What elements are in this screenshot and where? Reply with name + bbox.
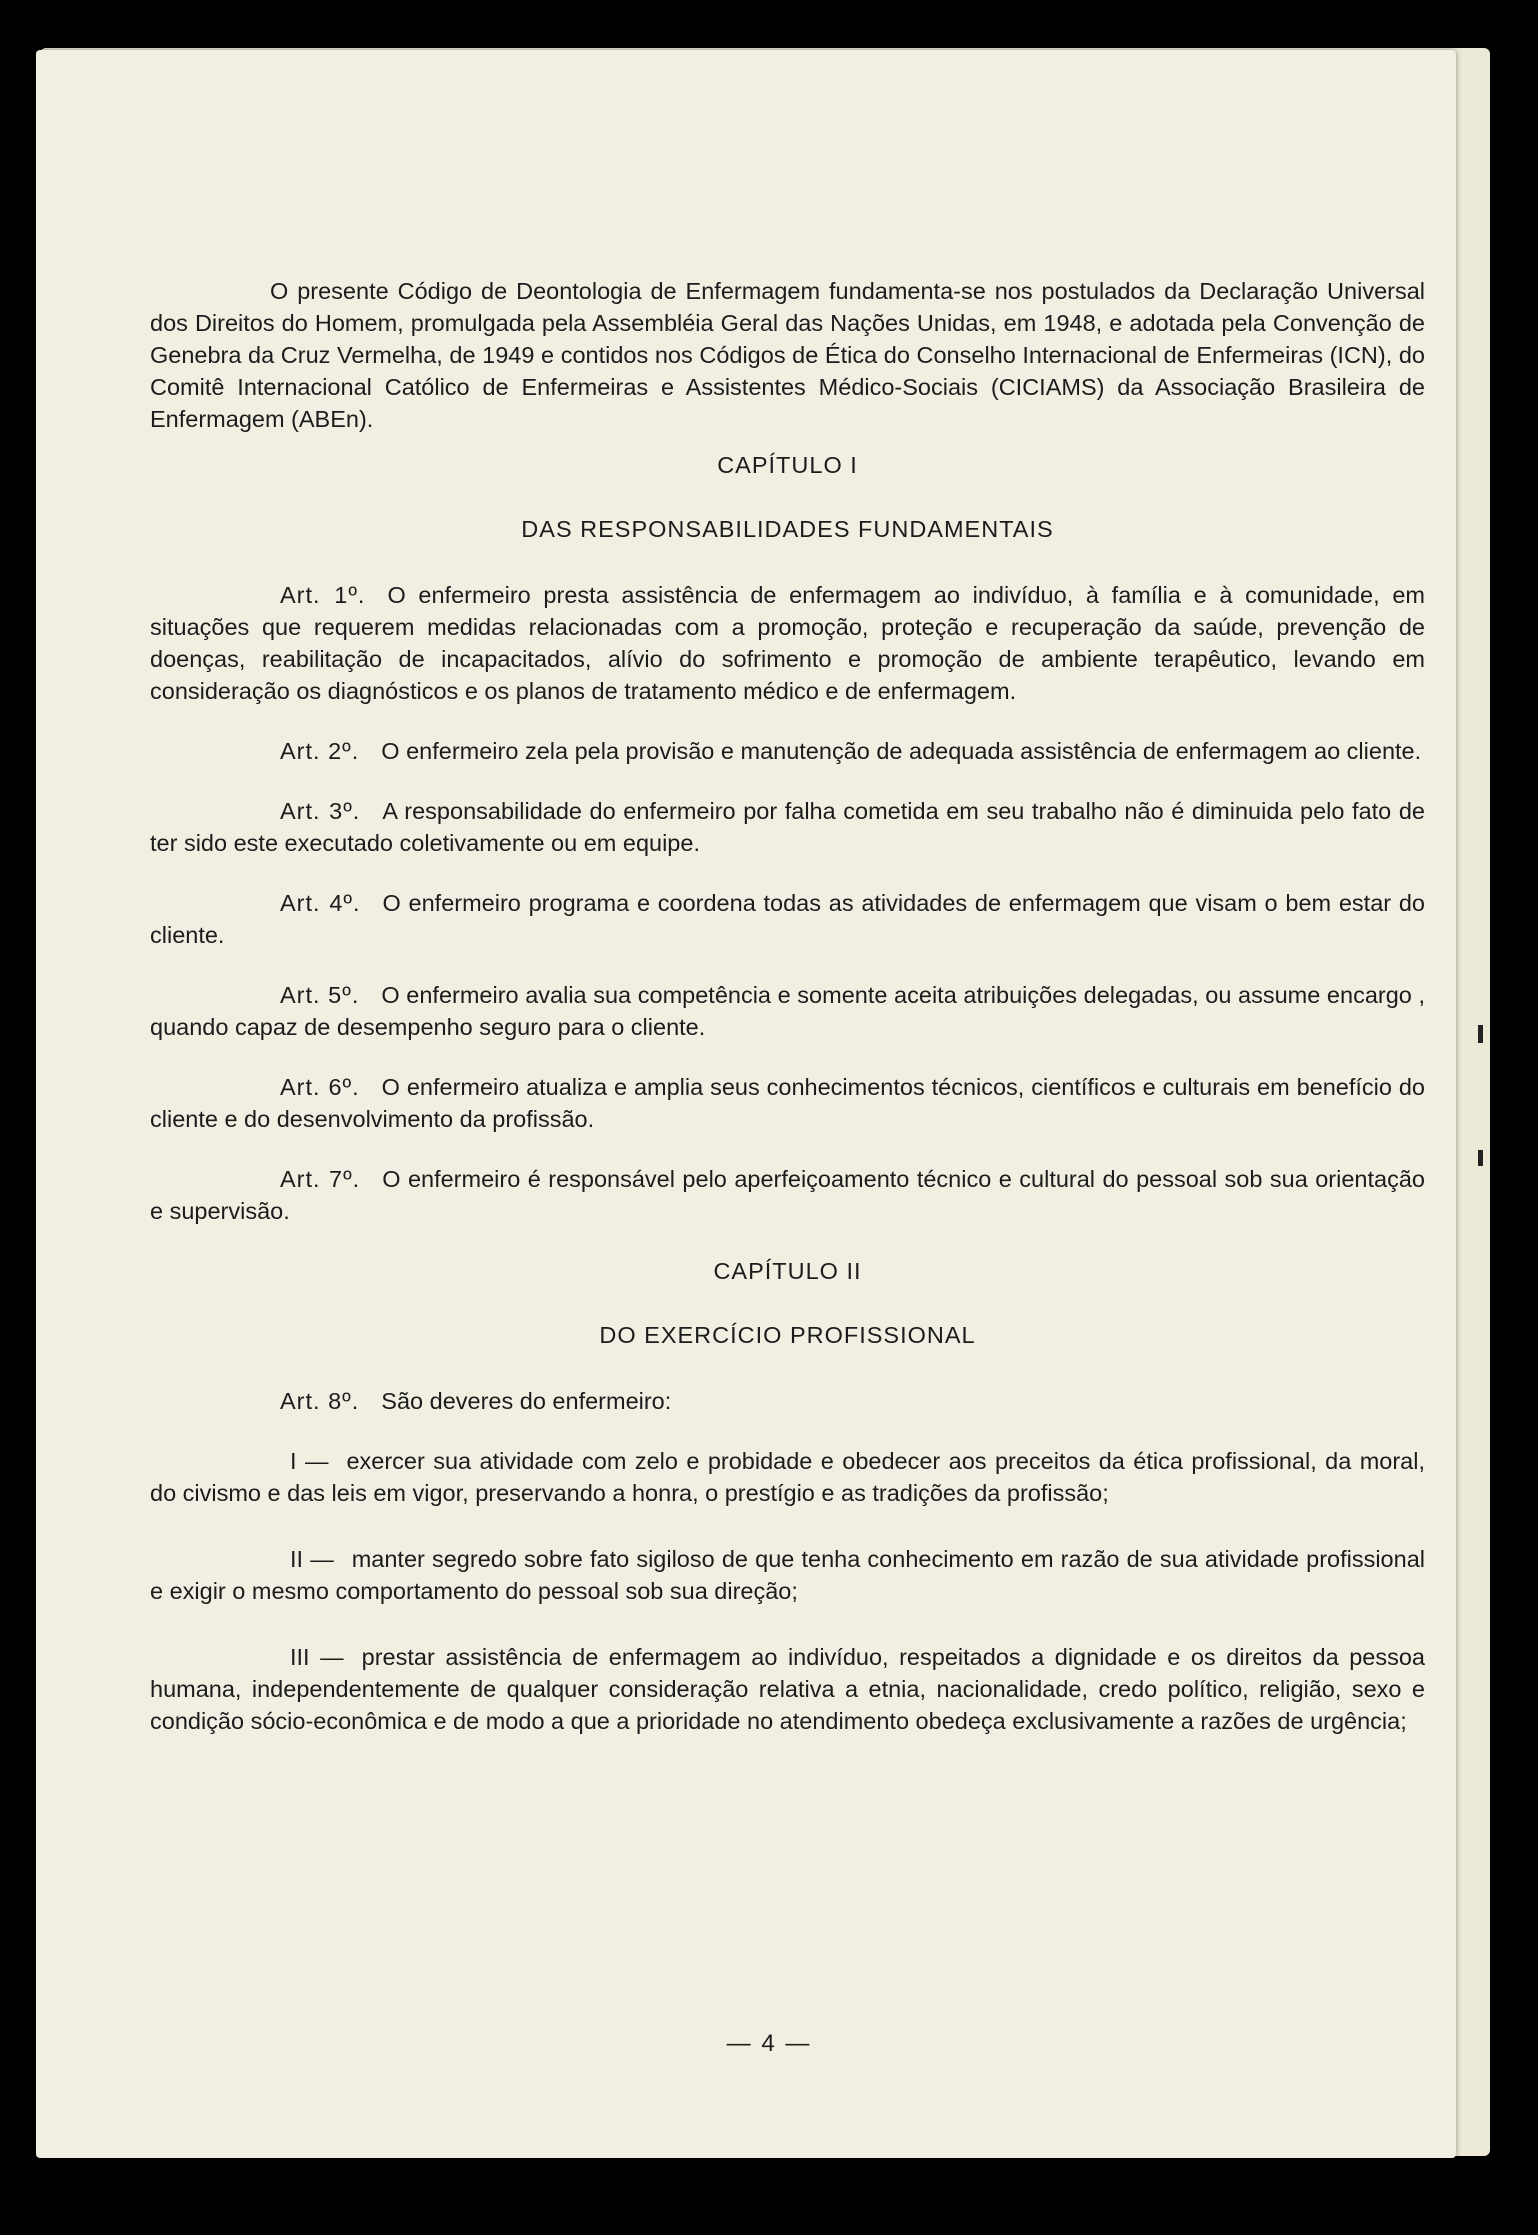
chapter-1-title: DAS RESPONSABILIDADES FUNDAMENTAIS — [521, 516, 1054, 542]
article-text: O enfermeiro presta assistência de enfermagem ao indivíduo, à família e à comunidade, em situações que requerem medidas relacionadas com a promoção, proteção e recuperação da saúde, prevenção de doenças, reabilitação de incapacitados, alívio do sofrimento e promoção de ambiente terapêutico, levando em consideração os diagnósticos e os planos de tratamento médico e de enfermagem. — [150, 582, 1425, 704]
item-numeral: I — — [290, 1448, 329, 1474]
intro-paragraph: O presente Código de Deontologia de Enfermagem fundamenta-se nos postulados da Declaração Universal dos Direitos do Homem, promulgada pela Assembléia Geral das Nações Unidas, em 1948, e adotada pela Convenção de Genebra da Cruz Vermelha, de 1949 e contidos nos Códigos de Ética do Conselho Internacional de Enfermeiras (ICN), do Comitê Internacional Católico de Enfermeiras e Assistentes Médico-Sociais (CICIAMS) da Associação Brasileira de Enfermagem (ABEn). — [150, 278, 1425, 432]
item-ii — [150, 1543, 1425, 1607]
article-number: Art. 6º. — [280, 1074, 360, 1100]
chapter-2-label: CAPÍTULO II — [713, 1258, 862, 1284]
chapter-1-label: CAPÍTULO I — [717, 452, 858, 478]
article-number: Art. 2º. — [280, 738, 360, 764]
article-number: Art. 3º. — [280, 798, 361, 824]
article-3 — [150, 795, 1425, 859]
item-text: manter segredo sobre fato sigiloso de que tenha conhecimento em razão de sua atividade profissional e exigir o mesmo comportamento do pessoal sob sua direção; — [150, 1546, 1425, 1604]
article-1 — [150, 579, 1425, 707]
article-number: Art. 5º. — [280, 982, 360, 1008]
page-number: — 4 — — [726, 2030, 812, 2057]
article-text: O enfermeiro atualiza e amplia seus conhecimentos técnicos, científicos e culturais em benefício do cliente e do desenvolvimento da profissão. — [150, 1074, 1425, 1132]
item-numeral: II — — [290, 1546, 334, 1572]
item-text: exercer sua atividade com zelo e probidade e obedecer aos preceitos da ética profissional, da moral, do civismo e das leis em vigor, preservando a honra, o prestígio e as tradições da profissão; — [150, 1448, 1425, 1506]
article-text: O enfermeiro programa e coordena todas as atividades de enfermagem que visam o bem estar do cliente. — [150, 890, 1425, 948]
binding-mark — [1478, 1025, 1483, 1043]
item-iii — [150, 1641, 1425, 1737]
page-content — [150, 275, 1425, 1771]
article-2 — [150, 735, 1425, 767]
article-text: O enfermeiro avalia sua competência e somente aceita atribuições delegadas, ou assume encargo , quando capaz de desempenho seguro para o cliente. — [150, 982, 1425, 1040]
binding-mark — [1478, 1150, 1483, 1166]
article-number: Art. 1º. — [280, 582, 366, 608]
article-5 — [150, 979, 1425, 1043]
article-text: São deveres do enfermeiro: — [381, 1388, 672, 1414]
article-number: Art. 8º. — [280, 1388, 360, 1414]
article-text: O enfermeiro é responsável pelo aperfeiçoamento técnico e cultural do pessoal sob sua orientação e supervisão. — [150, 1166, 1425, 1224]
item-numeral: III — — [290, 1644, 344, 1670]
article-text: A responsabilidade do enfermeiro por falha cometida em seu trabalho não é diminuida pelo fato de ter sido este executado coletivamente ou em equipe. — [150, 798, 1425, 856]
article-6 — [150, 1071, 1425, 1135]
article-8 — [150, 1385, 1425, 1417]
item-i — [150, 1445, 1425, 1509]
article-number: Art. 4º. — [280, 890, 361, 916]
item-text: prestar assistência de enfermagem ao indivíduo, respeitados a dignidade e os direitos da pessoa humana, independentemente de qualquer consideração relativa a etnia, nacionalidade, credo político, religião, sexo e condição sócio-econômica e de modo a que a prioridade no atendimento obedeça exclusivamente a razões de urgência; — [150, 1644, 1425, 1734]
article-7 — [150, 1163, 1425, 1227]
chapter-2-title: DO EXERCÍCIO PROFISSIONAL — [599, 1322, 976, 1348]
article-number: Art. 7º. — [280, 1166, 361, 1192]
article-text: O enfermeiro zela pela provisão e manutenção de adequada assistência de enfermagem ao cliente. — [381, 738, 1422, 764]
article-4 — [150, 887, 1425, 951]
